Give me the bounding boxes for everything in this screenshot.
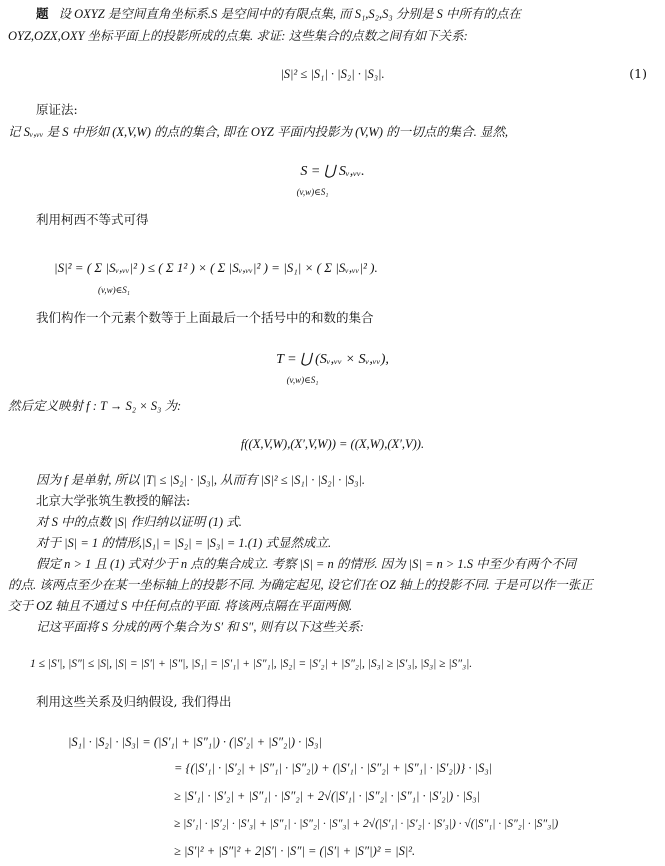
problem-text-1: 设 OXYZ 是空间直角坐标系.S 是空间中的有限点集, 而 S₁,S₂,S₃ 分别是 S 中所有的点在 — [58, 7, 521, 21]
chain-step-1: |S₁| · |S₂| · |S₃| = (|S′₁| + |S″₁|) · (|S′₂| + |S″₂|) · |S₃| — [68, 735, 322, 749]
chain-step-2: = {(|S′₁| · |S′₂| + |S″₁| · |S″₂|) + (|S′₁| · |S″₂| + |S″₁| · |S′₂|)} · |S₃| — [174, 761, 493, 775]
equation-1: |S|² ≤ |S₁| · |S₂| · |S₃|. — [280, 67, 385, 81]
equation-cauchy-subscript: (v,w)∈S₁ — [98, 285, 130, 295]
equation-1-number: (1) — [629, 66, 647, 81]
equation-T: T = ⋃ (Sᵥ,ᵥᵥ × Sᵥ,ᵥᵥ), — [276, 352, 389, 367]
zhang-line-3: 假定 n > 1 且 (1) 式对少于 n 点的集合成立. 考察 |S| = n 的情形. 因为 |S| = n > 1.S 中至少有两个不同 — [36, 557, 577, 571]
equation-union: S = ⋃ Sᵥ,ᵥᵥ. — [300, 164, 365, 179]
zhang-line-4: 的点. 该两点至少在某一坐标轴上的投影不同. 为确定起见, 设它们在 OZ 轴上的投影不同. 于是可以作一张正 — [8, 578, 593, 592]
equation-relations: 1 ≤ |S′|, |S″| ≤ |S|, |S| = |S′| + |S″|, |S₁| = |S′₁| + |S″₁|, |S₂| = |S′₂| + |S″₂|, |S₃| ≥ |S′₃|, |S₃| ≥ |S″₃|. — [30, 658, 473, 670]
zhang-line-2: 对于 |S| = 1 的情形,|S₁| = |S₂| = |S₃| = 1.(1) 式显然成立. — [36, 536, 332, 550]
chain-step-4: ≥ |S′₁| · |S′₂| · |S′₃| + |S″₁| · |S″₂| · |S″₃| + 2√(|S′₁| · |S′₂| · |S′₃|) · √(|S″₁| · |S″₂| · |S″₃|) — [174, 818, 559, 830]
problem-line-2: OYZ,OZX,OXY 坐标平面上的投影所成的点集. 求证: 这些集合的点数之间有如下关系: — [8, 29, 468, 43]
zhang-proof-heading: 北京大学张筑生教授的解法: — [36, 493, 191, 508]
equation-union-subscript: (v,w)∈S₁ — [296, 187, 329, 197]
equation-T-subscript: (v,w)∈S₁ — [286, 375, 319, 385]
chain-step-5: ≥ |S′|² + |S″|² + 2|S′| · |S″| = (|S′| + |S″|)² = |S|². — [174, 844, 416, 858]
problem-label: 题 — [36, 6, 49, 21]
original-proof-conclusion: 因为 f 是单射, 所以 |T| ≤ |S₂| · |S₃|, 从而有 |S|² ≤ |S₁| · |S₂| · |S₃|. — [36, 473, 365, 487]
zhang-line-7: 利用这些关系及归纳假设, 我们得出 — [36, 694, 232, 709]
equation-map: f((X,V,W),(X′,V,W)) = ((X,W),(X′,V)). — [240, 437, 425, 451]
equation-cauchy: |S|² = ( Σ |Sᵥ,ᵥᵥ|² ) ≤ ( Σ 1² ) × ( Σ |Sᵥ,ᵥᵥ|² ) = |S₁| × ( Σ |Sᵥ,ᵥᵥ|² ). — [54, 260, 378, 275]
problem-line-1 — [36, 6, 521, 22]
chain-step-3: ≥ |S′₁| · |S′₂| + |S″₁| · |S″₂| + 2√(|S′₁| · |S″₂| · |S″₁| · |S′₂|) · |S₃| — [174, 789, 481, 803]
construct-intro: 我们构作一个元素个数等于上面最后一个括号中的和数的集合 — [36, 310, 374, 325]
original-proof-line-1: 记 Sᵥ,ᵥᵥ 是 S 中形如 (X,V,W) 的点的集合, 即在 OYZ 平面内投影为 (V,W) 的一切点的集合. 显然, — [8, 125, 508, 139]
zhang-line-1: 对 S 中的点数 |S| 作归纳以证明 (1) 式. — [36, 515, 242, 529]
original-proof-heading: 原证法: — [36, 102, 78, 117]
map-intro: 然后定义映射 f : T → S₂ × S₃ 为: — [8, 399, 182, 413]
zhang-line-6: 记这平面将 S 分成的两个集合为 S′ 和 S″, 则有以下这些关系: — [36, 620, 364, 634]
cauchy-intro: 利用柯西不等式可得 — [36, 212, 149, 227]
zhang-line-5: 交于 OZ 轴且不通过 S 中任何点的平面. 将该两点隔在平面两侧. — [8, 599, 353, 613]
